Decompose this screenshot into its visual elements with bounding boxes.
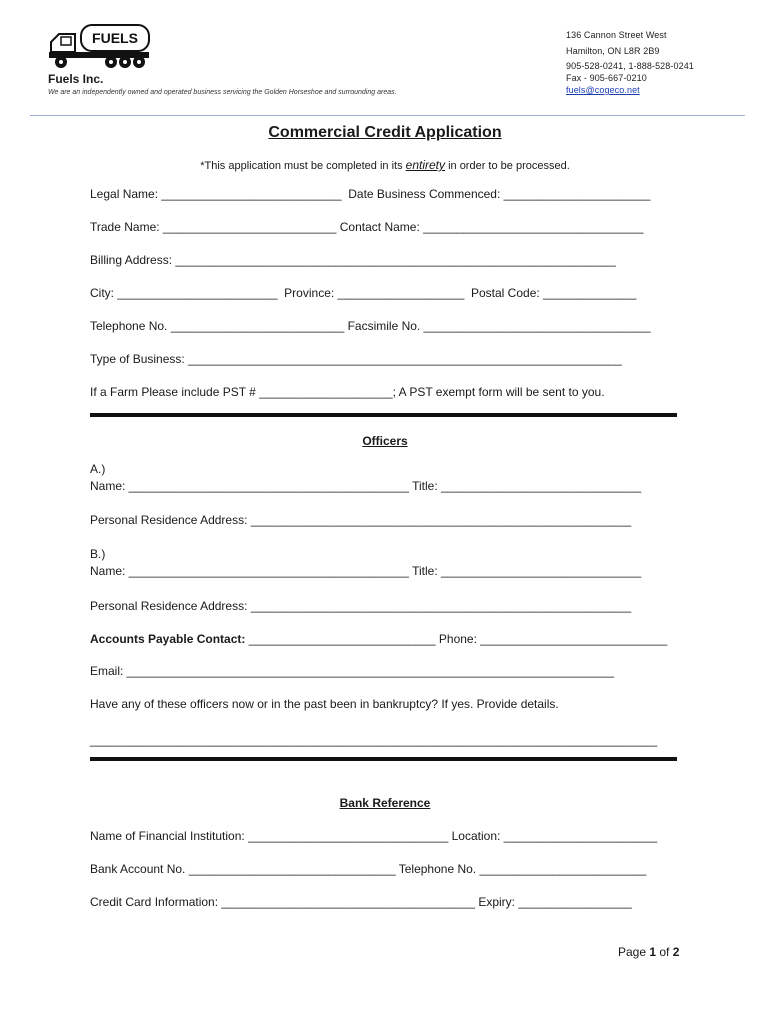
officer-a-label: A.) bbox=[90, 462, 106, 476]
company-name: Fuels Inc. bbox=[48, 72, 104, 86]
officer-b-name-title-field[interactable]: Name: __________________________________________ Title: ______________________________ bbox=[90, 564, 642, 578]
address-phone: 905-528-0241, 1-888-528-0241 bbox=[566, 61, 694, 71]
fuels-truck-logo bbox=[45, 22, 155, 74]
business-type-field[interactable]: Type of Business: _________________________________________________________________ bbox=[90, 352, 622, 366]
accounts-payable-rest: ____________________________ Phone: ____________________________ bbox=[245, 632, 668, 646]
accounts-payable-label: Accounts Payable Contact: bbox=[90, 632, 246, 646]
completion-note bbox=[0, 158, 770, 172]
email-link[interactable]: fuels@cogeco.net bbox=[566, 85, 640, 95]
form-title: Commercial Credit Application bbox=[268, 124, 502, 141]
logo-text: FUELS bbox=[92, 30, 138, 46]
officer-a-name-title-field[interactable]: Name: __________________________________________ Title: ______________________________ bbox=[90, 479, 642, 493]
officers-heading: Officers bbox=[362, 434, 408, 448]
officer-a-residence-field[interactable]: Personal Residence Address: _________________________________________________________ bbox=[90, 513, 632, 527]
company-tagline: We are an independently owned and operated business servicing the Golden Horseshoe and surrounding areas. bbox=[48, 89, 397, 96]
section-divider-2 bbox=[90, 757, 677, 761]
farm-pst-field[interactable]: If a Farm Please include PST # ____________________; A PST exempt form will be sent to you. bbox=[90, 385, 605, 399]
address-street: 136 Cannon Street West bbox=[566, 30, 667, 40]
city-province-postal-field[interactable]: City: ________________________ Province: ___________________ Postal Code: ______________ bbox=[90, 286, 637, 300]
bank-reference-heading: Bank Reference bbox=[339, 796, 431, 810]
billing-address-field[interactable]: Billing Address: __________________________________________________________________ bbox=[90, 253, 616, 267]
note-emphasis: entirety bbox=[405, 158, 446, 172]
page-total: 2 bbox=[672, 945, 680, 959]
bank-account-field[interactable]: Bank Account No. _______________________________ Telephone No. _________________________ bbox=[90, 862, 647, 876]
bankruptcy-details-field[interactable]: _____________________________________________________________________________________ bbox=[90, 733, 658, 747]
section-divider-1 bbox=[90, 413, 677, 417]
bankruptcy-question: Have any of these officers now or in the past been in bankruptcy? If yes. Provide details. bbox=[90, 697, 559, 711]
accounts-payable-field[interactable] bbox=[90, 632, 667, 646]
header-divider bbox=[30, 115, 745, 116]
page-current: 1 bbox=[649, 945, 657, 959]
trade-name-field[interactable]: Trade Name: __________________________ Contact Name: _________________________________ bbox=[90, 220, 644, 234]
officer-b-label: B.) bbox=[90, 547, 106, 561]
legal-name-field[interactable]: Legal Name: ___________________________ Date Business Commenced: ______________________ bbox=[90, 187, 651, 201]
officer-b-residence-field[interactable]: Personal Residence Address: _________________________________________________________ bbox=[90, 599, 632, 613]
address-fax: Fax - 905-667-0210 bbox=[566, 73, 647, 83]
address-city: Hamilton, ON L8R 2B9 bbox=[566, 46, 660, 56]
financial-institution-field[interactable]: Name of Financial Institution: ______________________________ Location: _______________________ bbox=[90, 829, 658, 843]
credit-card-field[interactable]: Credit Card Information: ______________________________________ Expiry: _________________ bbox=[90, 895, 632, 909]
page-of: of bbox=[656, 945, 673, 959]
page-number bbox=[618, 945, 679, 959]
note-before: *This application must be completed in its bbox=[200, 160, 406, 172]
note-after: in order to be processed. bbox=[445, 160, 570, 172]
page-prefix: Page bbox=[618, 945, 650, 959]
email-field[interactable]: Email: _________________________________________________________________________ bbox=[90, 664, 614, 678]
telephone-fax-field[interactable]: Telephone No. __________________________ Facsimile No. __________________________________ bbox=[90, 319, 651, 333]
